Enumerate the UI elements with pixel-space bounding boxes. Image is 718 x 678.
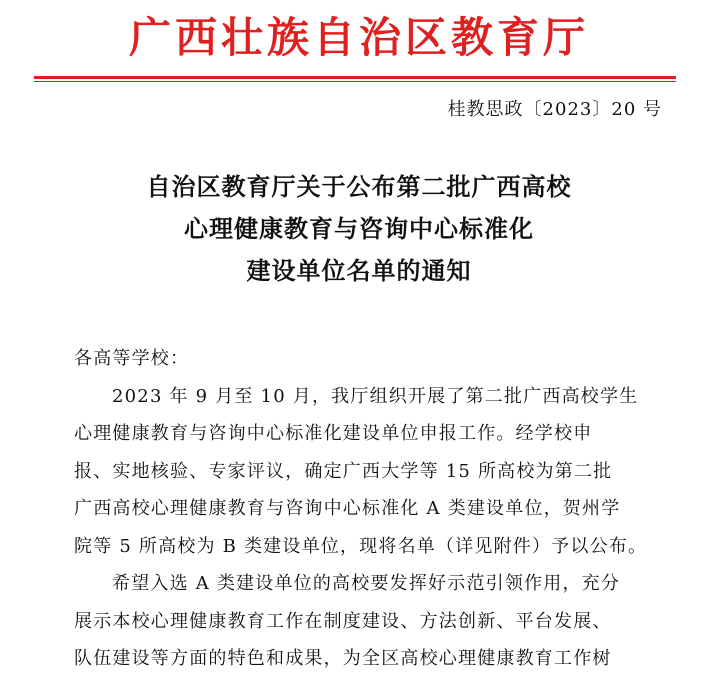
- document-body: [74, 340, 664, 678]
- document-title: [0, 166, 718, 292]
- salutation: 各高等学校：: [74, 348, 190, 369]
- title-line: 建设单位名单的通知: [246, 257, 472, 285]
- masthead-rule-thin: [34, 81, 676, 82]
- masthead-rule-thick: [34, 76, 676, 79]
- body-line: 队伍建设等方面的特色和成果，为全区高校心理健康教育工作树: [74, 648, 612, 669]
- title-line: 心理健康教育与咨询中心标准化: [184, 215, 534, 243]
- body-line: 展示本校心理健康教育工作在制度建设、方法创新、平台发展、: [74, 610, 612, 632]
- title-line: 自治区教育厅关于公布第二批广西高校: [146, 173, 572, 201]
- masthead-title: 广西壮族自治区教育厅: [128, 13, 589, 62]
- body-line: 院等 5 所高校为 B 类建设单位，现将名单（详见附件）予以公布。: [74, 535, 648, 557]
- body-line: 2023 年 9 月至 10 月，我厅组织开展了第二批广西高校学生: [112, 385, 639, 407]
- body-line: 希望入选 A 类建设单位的高校要发挥好示范引领作用，充分: [112, 573, 621, 594]
- document-number: 桂教思政〔2023〕20 号: [447, 99, 662, 120]
- body-line: 报、实地核验、专家评议，确定广西大学等 15 所高校为第二批: [74, 460, 613, 482]
- body-line: 心理健康教育与咨询中心标准化建设单位申报工作。经学校申: [74, 423, 593, 444]
- body-line: 广西高校心理健康教育与咨询中心标准化 A 类建设单位，贺州学: [74, 498, 621, 519]
